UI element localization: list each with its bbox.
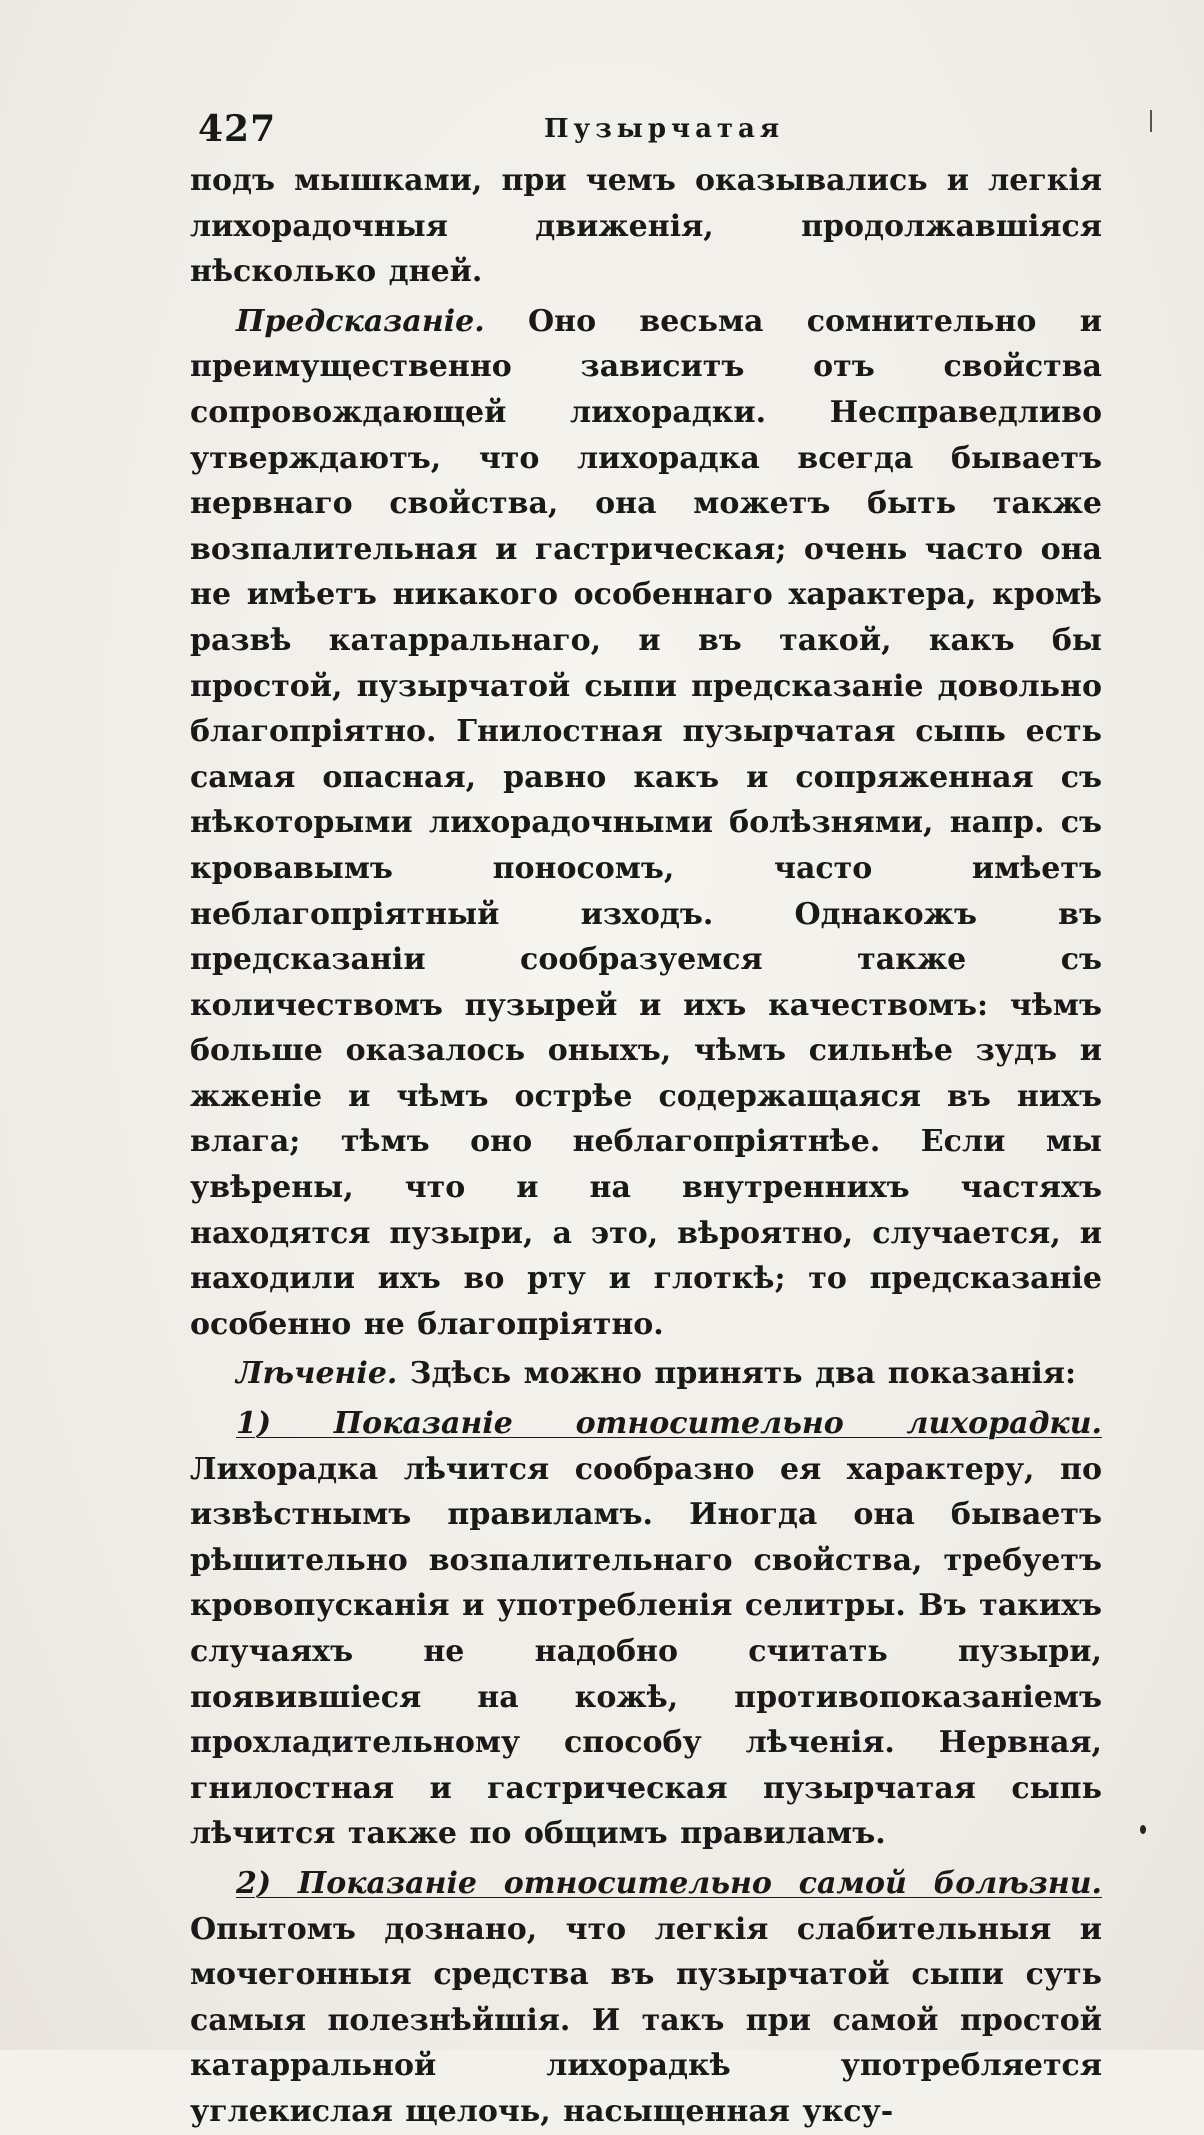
ink-speck [1140,1825,1146,1834]
page-header [198,108,1048,148]
paragraph-text: Лихорадка лѣчится сообразно ея характеру, по извѣстнымъ правиламъ. Иногда она бываетъ рѣшительно возпалительнаго свойства, требуетъ кровопусканія и употребленія селитры. Въ такихъ случаяхъ не надобно считать пузыри, появившіеся на кожѣ, противопоказаніемъ прохладительному способу лѣченія. Нервная, гнилостная и гастрическая пузырчатая сыпь лѣчится также по общимъ правиламъ. [190,1451,1102,1852]
body-text [190,158,1102,2135]
paragraph-text: Опытомъ дознано, что легкія слабительныя и мочегонныя средства въ пузырчатой сыпи суть самыя полезнѣйшія. И такъ при самой простой катарральной лихорадкѣ употребляется углекислая щелочь, насыщенная уксу- [190,1911,1102,2129]
indication-heading-fever: 1) Показаніе относительно лихорадки. [236,1406,1102,1442]
section-heading-treatment: Лѣченіе. [236,1356,398,1392]
section-heading-prognosis: Предсказаніе. [236,303,485,339]
paragraph-indication-2 [190,1861,1102,2135]
paragraph-continuation [190,158,1102,295]
scan-mark [1150,110,1152,132]
paragraph-text: подъ мышками, при чемъ оказывались и легкія лихорадочныя движенія, продолжавшіяся нѣсколько дней. [190,163,1102,290]
indication-heading-disease: 2) Показаніе относительно самой болѣзни. [236,1865,1102,1901]
page-number: 427 [198,108,277,150]
paragraph-text: Здѣсь можно принять два показанія: [397,1356,1077,1392]
running-head: Пузырчатая [544,114,785,144]
paragraph-prognosis [190,299,1102,1348]
paragraph-indication-1 [190,1401,1102,1857]
paragraph-text: Оно весьма сомнительно и преимущественно зависитъ отъ свойства сопровождающей лихорадки. Несправедливо утверждаютъ, что лихорадка всегда бываетъ нервнаго свойства, она можетъ быть также возпалительная и гастрическая; очень часто она не имѣетъ никакого особеннаго характера, кромѣ развѣ катарральнаго, и въ такой, какъ бы простой, пузырчатой сыпи предсказаніе довольно благопріятно. Гнилостная пузырчатая сыпь есть самая опасная, равно какъ и сопряженная съ нѣкоторыми лихорадочными болѣзнями, напр. съ кровавымъ поносомъ, часто имѣетъ неблагопріятный изходъ. Однакожъ въ предсказаніи сообразуемся также съ количествомъ пузырей и ихъ качествомъ: чѣмъ больше оказалось оныхъ, чѣмъ сильнѣе зудъ и жженіе и чѣмъ острѣе содержащаяся въ нихъ влага; тѣмъ оно неблагопріятнѣе. Если мы увѣрены, что и на внутреннихъ частяхъ находятся пузыри, а это, вѣроятно, случается, и находили ихъ во рту и глоткѣ; то предсказаніе особенно не благопріятно. [190,303,1102,1342]
paragraph-treatment [190,1351,1102,1397]
